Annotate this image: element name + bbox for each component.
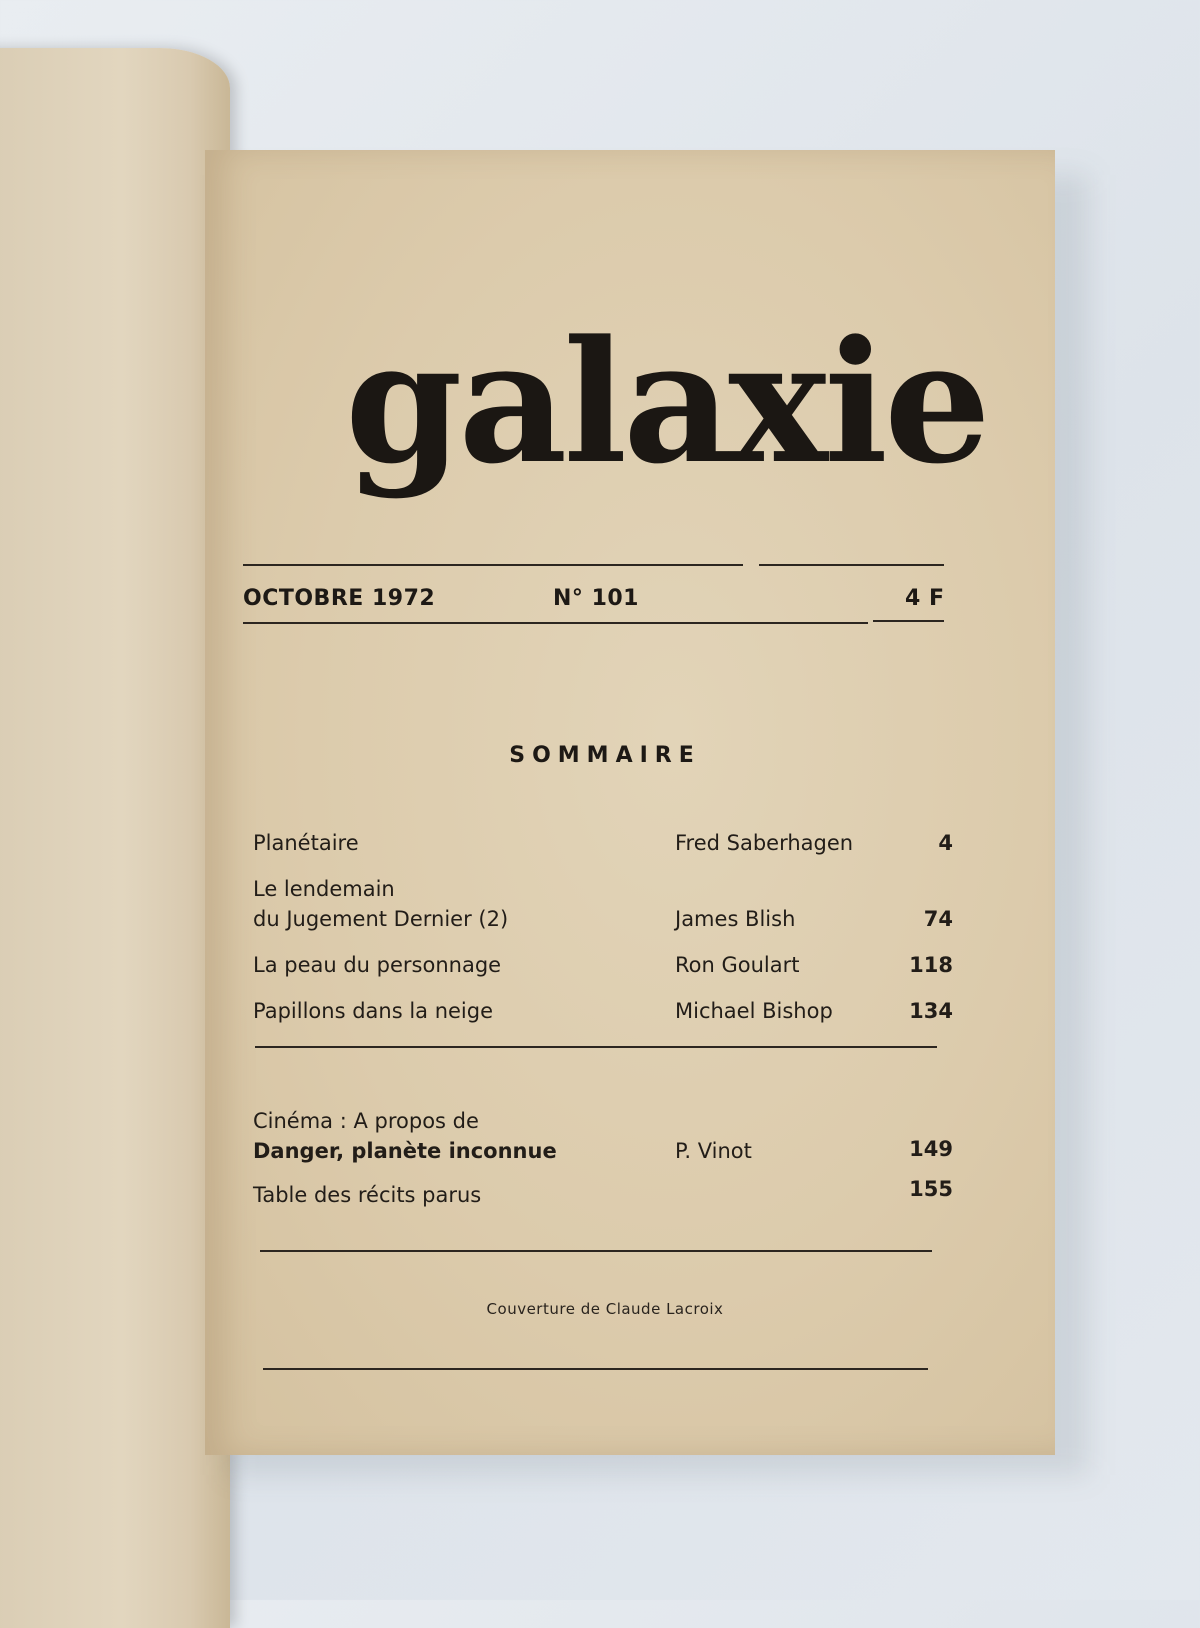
divider	[873, 620, 944, 622]
issue-number: N° 101	[553, 586, 639, 611]
left-page-edge	[0, 48, 230, 1628]
toc-entry	[253, 950, 953, 980]
divider	[243, 564, 743, 566]
issue-month: OCTOBRE 1972	[243, 586, 436, 611]
divider	[260, 1250, 932, 1252]
toc-entry-page: 149	[909, 1137, 953, 1161]
toc-entry-author: James Blish	[675, 907, 796, 931]
toc-entry-title: La peau du personnage	[253, 953, 502, 977]
toc-entry-author: P. Vinot	[675, 1139, 752, 1163]
toc-entry-author: Ron Goulart	[675, 953, 800, 977]
toc-entry-title: Le lendemain du Jugement Dernier (2)	[253, 877, 509, 931]
divider	[759, 564, 944, 566]
toc-entry-page: 155	[909, 1177, 953, 1201]
magazine-logo: galaxie	[345, 303, 987, 501]
toc-entry-page: 118	[909, 953, 953, 977]
toc-entry	[253, 1106, 953, 1166]
divider	[243, 622, 868, 624]
toc-entry	[253, 828, 953, 858]
issue-price: 4 F	[905, 586, 945, 611]
toc-entry-page: 4	[938, 831, 953, 855]
contents-heading: SOMMAIRE	[509, 743, 701, 768]
toc-entry-title: Papillons dans la neige	[253, 999, 494, 1023]
toc-entry	[253, 874, 953, 934]
toc-entry-author: Michael Bishop	[675, 999, 833, 1023]
title-page	[205, 150, 1055, 1455]
toc-entry-title: Table des récits parus	[253, 1183, 482, 1207]
divider	[255, 1046, 937, 1048]
toc-entry	[253, 1177, 953, 1210]
cover-credit: Couverture de Claude Lacroix	[486, 1300, 724, 1318]
toc-entry-author: Fred Saberhagen	[675, 831, 854, 855]
toc-entry-page: 134	[909, 999, 953, 1023]
toc-entry-title: Planétaire	[253, 831, 359, 855]
toc-entry-page: 74	[923, 907, 953, 931]
divider	[263, 1368, 928, 1370]
toc-entry	[253, 996, 953, 1026]
toc-entry-title: Cinéma : A propos de Danger, planète inconnue	[253, 1109, 557, 1163]
